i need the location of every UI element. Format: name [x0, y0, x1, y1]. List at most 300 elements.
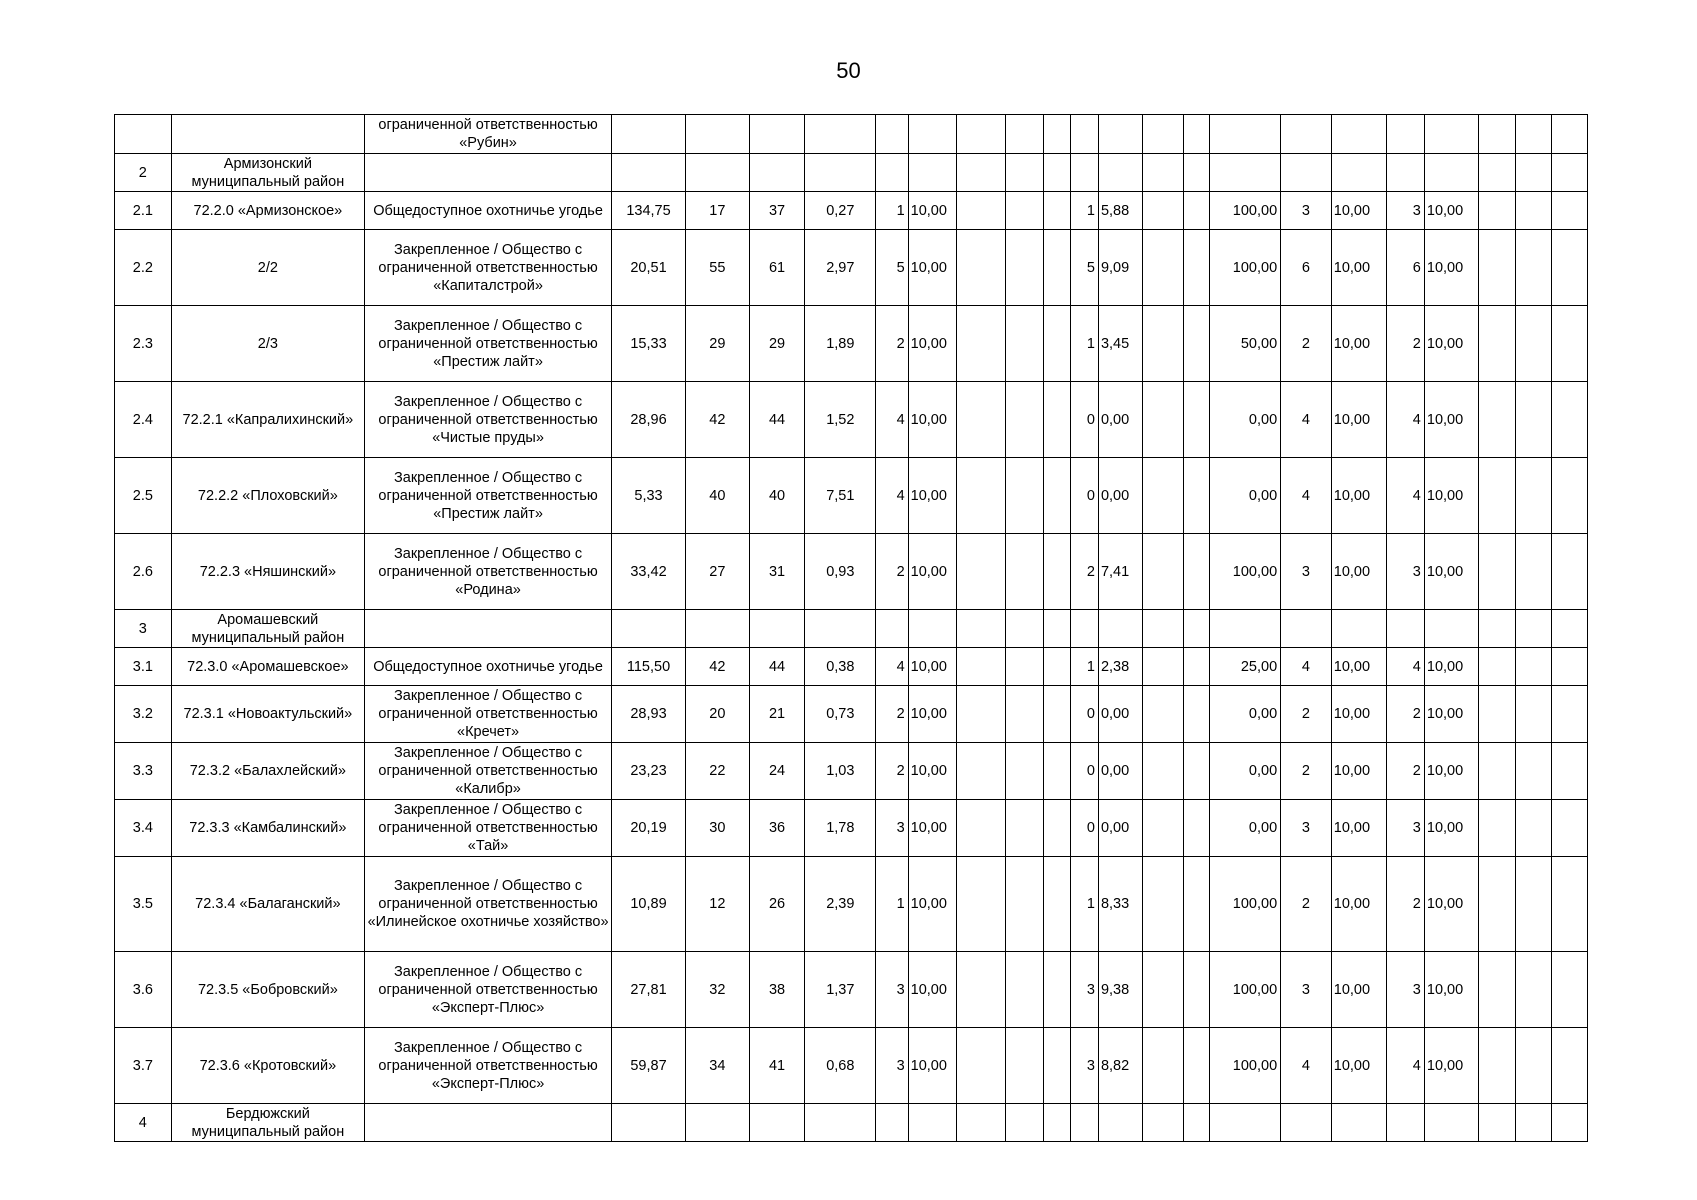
cell-d1: 6	[1281, 230, 1332, 306]
cell-c2: 38	[749, 952, 805, 1028]
cell-name: 72.2.2 «Плоховский»	[171, 458, 364, 534]
empty-cell	[1183, 458, 1209, 534]
empty-cell	[1044, 154, 1070, 192]
empty-cell	[1044, 192, 1070, 230]
empty-cell	[1044, 1104, 1070, 1142]
empty-cell	[1143, 230, 1183, 306]
cell-dens: 1,52	[805, 382, 876, 458]
cell-a1	[876, 610, 908, 648]
empty-cell	[1005, 743, 1043, 800]
table-row	[115, 686, 1588, 743]
cell-area: 115,50	[612, 648, 686, 686]
empty-cell	[1183, 648, 1209, 686]
empty-cell	[957, 857, 1006, 952]
cell-pct2	[1210, 154, 1281, 192]
cell-area	[612, 1104, 686, 1142]
empty-cell	[1005, 952, 1043, 1028]
cell-dens: 0,38	[805, 648, 876, 686]
empty-cell	[1143, 1104, 1183, 1142]
empty-cell	[1515, 952, 1551, 1028]
cell-c1: 30	[685, 800, 749, 857]
empty-cell	[1183, 686, 1209, 743]
empty-cell	[1478, 857, 1515, 952]
cell-p4: 10,00	[1331, 230, 1387, 306]
cell-cat: Закрепленное / Общество с ограниченной ответственностью «Эксперт-Плюс»	[365, 952, 612, 1028]
cell-p1: 10,00	[908, 800, 957, 857]
cell-pct: 0,00	[1098, 458, 1143, 534]
cell-p1: 10,00	[908, 458, 957, 534]
cell-cat: Закрепленное / Общество с ограниченной ответственностью «Калибр»	[365, 743, 612, 800]
cell-pct2: 100,00	[1210, 952, 1281, 1028]
cell-dens: 2,39	[805, 857, 876, 952]
empty-cell	[1478, 1028, 1515, 1104]
empty-cell	[1478, 800, 1515, 857]
cell-p5	[1424, 115, 1478, 154]
empty-cell	[1515, 1104, 1551, 1142]
cell-cat: Закрепленное / Общество с ограниченной ответственностью «Тай»	[365, 800, 612, 857]
cell-p4: 10,00	[1331, 800, 1387, 857]
empty-cell	[1515, 800, 1551, 857]
empty-cell	[1005, 534, 1043, 610]
cell-cat: Закрепленное / Общество с ограниченной ответственностью «Чистые пруды»	[365, 382, 612, 458]
cell-dens: 2,97	[805, 230, 876, 306]
cell-num: 3.5	[115, 857, 172, 952]
empty-cell	[1552, 192, 1588, 230]
cell-pct: 9,38	[1098, 952, 1143, 1028]
cell-c1: 32	[685, 952, 749, 1028]
cell-p5: 10,00	[1424, 382, 1478, 458]
cell-b1: 0	[1070, 800, 1098, 857]
cell-area: 33,42	[612, 534, 686, 610]
cell-d1	[1281, 115, 1332, 154]
cell-a1: 2	[876, 743, 908, 800]
empty-cell	[1044, 686, 1070, 743]
cell-pct2	[1210, 115, 1281, 154]
empty-cell	[1143, 458, 1183, 534]
empty-cell	[1552, 154, 1588, 192]
cell-c2: 44	[749, 382, 805, 458]
cell-dens: 1,78	[805, 800, 876, 857]
cell-name: 72.3.6 «Кротовский»	[171, 1028, 364, 1104]
cell-pct2: 50,00	[1210, 306, 1281, 382]
cell-p4	[1331, 610, 1387, 648]
cell-e1: 3	[1387, 800, 1424, 857]
table-row	[115, 743, 1588, 800]
empty-cell	[1005, 1104, 1043, 1142]
empty-cell	[1552, 857, 1588, 952]
cell-c1: 12	[685, 857, 749, 952]
cell-e1	[1387, 115, 1424, 154]
cell-p5: 10,00	[1424, 230, 1478, 306]
empty-cell	[957, 458, 1006, 534]
district-row	[115, 1104, 1588, 1142]
cell-b1: 1	[1070, 306, 1098, 382]
cell-num: 3.3	[115, 743, 172, 800]
empty-cell	[1515, 743, 1551, 800]
empty-cell	[1044, 648, 1070, 686]
cell-num: 3	[115, 610, 172, 648]
table-row	[115, 857, 1588, 952]
table-row	[115, 192, 1588, 230]
cell-dens: 0,93	[805, 534, 876, 610]
empty-cell	[1515, 686, 1551, 743]
empty-cell	[1143, 610, 1183, 648]
cell-d1: 3	[1281, 952, 1332, 1028]
cell-name: 72.3.0 «Аромашевское»	[171, 648, 364, 686]
cell-pct: 3,45	[1098, 306, 1143, 382]
cell-area: 28,93	[612, 686, 686, 743]
empty-cell	[1515, 230, 1551, 306]
cell-p4: 10,00	[1331, 382, 1387, 458]
cell-c2	[749, 610, 805, 648]
empty-cell	[957, 192, 1006, 230]
cell-pct: 2,38	[1098, 648, 1143, 686]
cell-cat: Закрепленное / Общество с ограниченной ответственностью «Кречет»	[365, 686, 612, 743]
cell-e1: 3	[1387, 192, 1424, 230]
cell-p5	[1424, 154, 1478, 192]
empty-cell	[957, 115, 1006, 154]
table-row	[115, 952, 1588, 1028]
cell-c1	[685, 115, 749, 154]
empty-cell	[1552, 306, 1588, 382]
page-number: 50	[836, 58, 861, 83]
empty-cell	[1478, 686, 1515, 743]
cell-pct2	[1210, 1104, 1281, 1142]
cell-pct: 5,88	[1098, 192, 1143, 230]
cell-p5: 10,00	[1424, 192, 1478, 230]
empty-cell	[1005, 857, 1043, 952]
empty-cell	[1143, 192, 1183, 230]
cell-area	[612, 610, 686, 648]
cell-p4: 10,00	[1331, 306, 1387, 382]
cell-p5	[1424, 610, 1478, 648]
empty-cell	[1005, 115, 1043, 154]
cell-p4: 10,00	[1331, 743, 1387, 800]
table-row	[115, 1028, 1588, 1104]
cell-area: 23,23	[612, 743, 686, 800]
empty-cell	[1044, 534, 1070, 610]
empty-cell	[1044, 857, 1070, 952]
cell-e1	[1387, 610, 1424, 648]
cell-p4: 10,00	[1331, 1028, 1387, 1104]
empty-cell	[1478, 743, 1515, 800]
cell-area	[612, 154, 686, 192]
cell-c1: 42	[685, 648, 749, 686]
cell-num	[115, 115, 172, 154]
cell-p5: 10,00	[1424, 952, 1478, 1028]
empty-cell	[1478, 382, 1515, 458]
cell-e1	[1387, 154, 1424, 192]
cell-pct2: 100,00	[1210, 1028, 1281, 1104]
cell-d1: 3	[1281, 192, 1332, 230]
empty-cell	[1552, 1028, 1588, 1104]
cell-name: Аромашевский муниципальный район	[171, 610, 364, 648]
cell-e1: 4	[1387, 458, 1424, 534]
cell-p5: 10,00	[1424, 1028, 1478, 1104]
cell-a1: 2	[876, 534, 908, 610]
empty-cell	[1005, 458, 1043, 534]
cell-pct2: 0,00	[1210, 800, 1281, 857]
empty-cell	[1478, 115, 1515, 154]
empty-cell	[957, 230, 1006, 306]
empty-cell	[1552, 952, 1588, 1028]
cell-cat	[365, 610, 612, 648]
cell-num: 3.2	[115, 686, 172, 743]
cell-d1: 4	[1281, 458, 1332, 534]
empty-cell	[1143, 743, 1183, 800]
empty-cell	[957, 534, 1006, 610]
empty-cell	[1183, 952, 1209, 1028]
cell-dens: 1,37	[805, 952, 876, 1028]
cell-a1	[876, 1104, 908, 1142]
cell-num: 4	[115, 1104, 172, 1142]
cell-p1: 10,00	[908, 230, 957, 306]
empty-cell	[1478, 610, 1515, 648]
empty-cell	[1044, 382, 1070, 458]
cell-c1: 17	[685, 192, 749, 230]
empty-cell	[1478, 1104, 1515, 1142]
cell-d1: 3	[1281, 800, 1332, 857]
cell-cat: Закрепленное / Общество с ограниченной ответственностью «Капиталстрой»	[365, 230, 612, 306]
cell-dens	[805, 1104, 876, 1142]
cell-num: 3.7	[115, 1028, 172, 1104]
cell-p5: 10,00	[1424, 857, 1478, 952]
cell-cat: Общедоступное охотничье угодье	[365, 192, 612, 230]
cell-num: 2.6	[115, 534, 172, 610]
cell-pct2: 0,00	[1210, 743, 1281, 800]
cell-p4	[1331, 154, 1387, 192]
empty-cell	[1183, 154, 1209, 192]
cell-cat: Закрепленное / Общество с ограниченной ответственностью «Илинейское охотничье хозяйство»	[365, 857, 612, 952]
cell-cat: Закрепленное / Общество с ограниченной ответственностью «Родина»	[365, 534, 612, 610]
empty-cell	[1044, 800, 1070, 857]
table-row	[115, 800, 1588, 857]
cell-c1: 22	[685, 743, 749, 800]
cell-c2: 37	[749, 192, 805, 230]
cell-c1: 40	[685, 458, 749, 534]
cell-pct2	[1210, 610, 1281, 648]
empty-cell	[1515, 382, 1551, 458]
cell-p1	[908, 1104, 957, 1142]
cell-p4: 10,00	[1331, 458, 1387, 534]
empty-cell	[957, 743, 1006, 800]
cell-a1	[876, 154, 908, 192]
empty-cell	[1515, 115, 1551, 154]
cell-cat: Общедоступное охотничье угодье	[365, 648, 612, 686]
cell-name: 72.3.4 «Балаганский»	[171, 857, 364, 952]
empty-cell	[1183, 1104, 1209, 1142]
empty-cell	[957, 800, 1006, 857]
cell-a1: 3	[876, 1028, 908, 1104]
empty-cell	[1515, 648, 1551, 686]
cell-p5: 10,00	[1424, 306, 1478, 382]
cell-c1: 27	[685, 534, 749, 610]
cell-e1: 3	[1387, 952, 1424, 1028]
cell-num: 2.2	[115, 230, 172, 306]
cell-c2: 21	[749, 686, 805, 743]
cell-p1: 10,00	[908, 686, 957, 743]
empty-cell	[1143, 857, 1183, 952]
cell-num: 3.6	[115, 952, 172, 1028]
empty-cell	[1515, 154, 1551, 192]
empty-cell	[1005, 382, 1043, 458]
empty-cell	[1183, 743, 1209, 800]
cell-d1	[1281, 154, 1332, 192]
empty-cell	[1478, 534, 1515, 610]
table-row	[115, 115, 1588, 154]
empty-cell	[1005, 1028, 1043, 1104]
cell-name: 2/2	[171, 230, 364, 306]
empty-cell	[1478, 306, 1515, 382]
cell-c2	[749, 154, 805, 192]
cell-e1: 2	[1387, 743, 1424, 800]
empty-cell	[957, 648, 1006, 686]
cell-pct2: 100,00	[1210, 534, 1281, 610]
cell-num: 2	[115, 154, 172, 192]
cell-dens: 0,27	[805, 192, 876, 230]
empty-cell	[1183, 1028, 1209, 1104]
cell-pct2: 25,00	[1210, 648, 1281, 686]
cell-p1: 10,00	[908, 1028, 957, 1104]
cell-name: 72.2.0 «Армизонское»	[171, 192, 364, 230]
empty-cell	[1005, 154, 1043, 192]
cell-num: 2.3	[115, 306, 172, 382]
cell-name: Бердюжский муниципальный район	[171, 1104, 364, 1142]
empty-cell	[1552, 686, 1588, 743]
empty-cell	[957, 154, 1006, 192]
empty-cell	[957, 1028, 1006, 1104]
cell-area: 28,96	[612, 382, 686, 458]
cell-c2: 41	[749, 1028, 805, 1104]
cell-cat	[365, 154, 612, 192]
cell-name: 72.2.1 «Капралихинский»	[171, 382, 364, 458]
cell-p5: 10,00	[1424, 800, 1478, 857]
cell-d1: 2	[1281, 857, 1332, 952]
empty-cell	[1552, 458, 1588, 534]
cell-e1: 2	[1387, 686, 1424, 743]
cell-e1: 4	[1387, 382, 1424, 458]
cell-area: 20,19	[612, 800, 686, 857]
cell-b1: 0	[1070, 382, 1098, 458]
cell-area	[612, 115, 686, 154]
cell-pct: 0,00	[1098, 686, 1143, 743]
table-row	[115, 382, 1588, 458]
cell-c2	[749, 1104, 805, 1142]
cell-name: 72.3.3 «Камбалинский»	[171, 800, 364, 857]
cell-p1: 10,00	[908, 534, 957, 610]
cell-p4: 10,00	[1331, 648, 1387, 686]
cell-b1: 5	[1070, 230, 1098, 306]
cell-c1: 42	[685, 382, 749, 458]
cell-e1	[1387, 1104, 1424, 1142]
table-row	[115, 534, 1588, 610]
cell-pct2: 100,00	[1210, 857, 1281, 952]
empty-cell	[1478, 458, 1515, 534]
cell-p5: 10,00	[1424, 458, 1478, 534]
empty-cell	[957, 306, 1006, 382]
cell-area: 134,75	[612, 192, 686, 230]
cell-d1: 2	[1281, 743, 1332, 800]
empty-cell	[1552, 743, 1588, 800]
cell-c1: 34	[685, 1028, 749, 1104]
empty-cell	[1183, 857, 1209, 952]
cell-b1: 1	[1070, 192, 1098, 230]
cell-num: 3.4	[115, 800, 172, 857]
cell-d1: 2	[1281, 306, 1332, 382]
cell-d1: 3	[1281, 534, 1332, 610]
cell-a1: 3	[876, 800, 908, 857]
cell-c2: 36	[749, 800, 805, 857]
cell-p4: 10,00	[1331, 857, 1387, 952]
cell-name: 2/3	[171, 306, 364, 382]
cell-d1	[1281, 610, 1332, 648]
empty-cell	[1044, 230, 1070, 306]
cell-e1: 6	[1387, 230, 1424, 306]
empty-cell	[957, 952, 1006, 1028]
cell-area: 20,51	[612, 230, 686, 306]
cell-b1: 1	[1070, 857, 1098, 952]
cell-b1: 3	[1070, 952, 1098, 1028]
empty-cell	[1143, 1028, 1183, 1104]
empty-cell	[1044, 952, 1070, 1028]
cell-p1: 10,00	[908, 648, 957, 686]
cell-a1: 3	[876, 952, 908, 1028]
cell-c2: 61	[749, 230, 805, 306]
empty-cell	[1143, 952, 1183, 1028]
cell-c1	[685, 610, 749, 648]
cell-pct2: 0,00	[1210, 382, 1281, 458]
table-row	[115, 648, 1588, 686]
cell-a1: 2	[876, 306, 908, 382]
cell-c1: 20	[685, 686, 749, 743]
empty-cell	[1552, 610, 1588, 648]
empty-cell	[1515, 306, 1551, 382]
cell-c2: 31	[749, 534, 805, 610]
cell-dens: 0,73	[805, 686, 876, 743]
cell-cat: Закрепленное / Общество с ограниченной ответственностью «Престиж лайт»	[365, 306, 612, 382]
empty-cell	[1552, 230, 1588, 306]
cell-cat: ограниченной ответственностью «Рубин»	[365, 115, 612, 154]
empty-cell	[1515, 857, 1551, 952]
cell-c1	[685, 1104, 749, 1142]
cell-dens	[805, 115, 876, 154]
cell-dens	[805, 610, 876, 648]
cell-p1	[908, 115, 957, 154]
empty-cell	[1478, 952, 1515, 1028]
empty-cell	[1552, 534, 1588, 610]
cell-pct: 0,00	[1098, 800, 1143, 857]
cell-a1	[876, 115, 908, 154]
cell-c1	[685, 154, 749, 192]
table-row	[115, 306, 1588, 382]
cell-area: 5,33	[612, 458, 686, 534]
district-row	[115, 154, 1588, 192]
cell-p1: 10,00	[908, 952, 957, 1028]
empty-cell	[1005, 686, 1043, 743]
empty-cell	[1005, 648, 1043, 686]
empty-cell	[957, 1104, 1006, 1142]
empty-cell	[1552, 1104, 1588, 1142]
empty-cell	[1143, 800, 1183, 857]
cell-p5	[1424, 1104, 1478, 1142]
empty-cell	[1143, 534, 1183, 610]
empty-cell	[1552, 115, 1588, 154]
cell-d1: 4	[1281, 648, 1332, 686]
cell-b1	[1070, 610, 1098, 648]
cell-area: 27,81	[612, 952, 686, 1028]
cell-num: 2.4	[115, 382, 172, 458]
cell-cat: Закрепленное / Общество с ограниченной ответственностью «Эксперт-Плюс»	[365, 1028, 612, 1104]
